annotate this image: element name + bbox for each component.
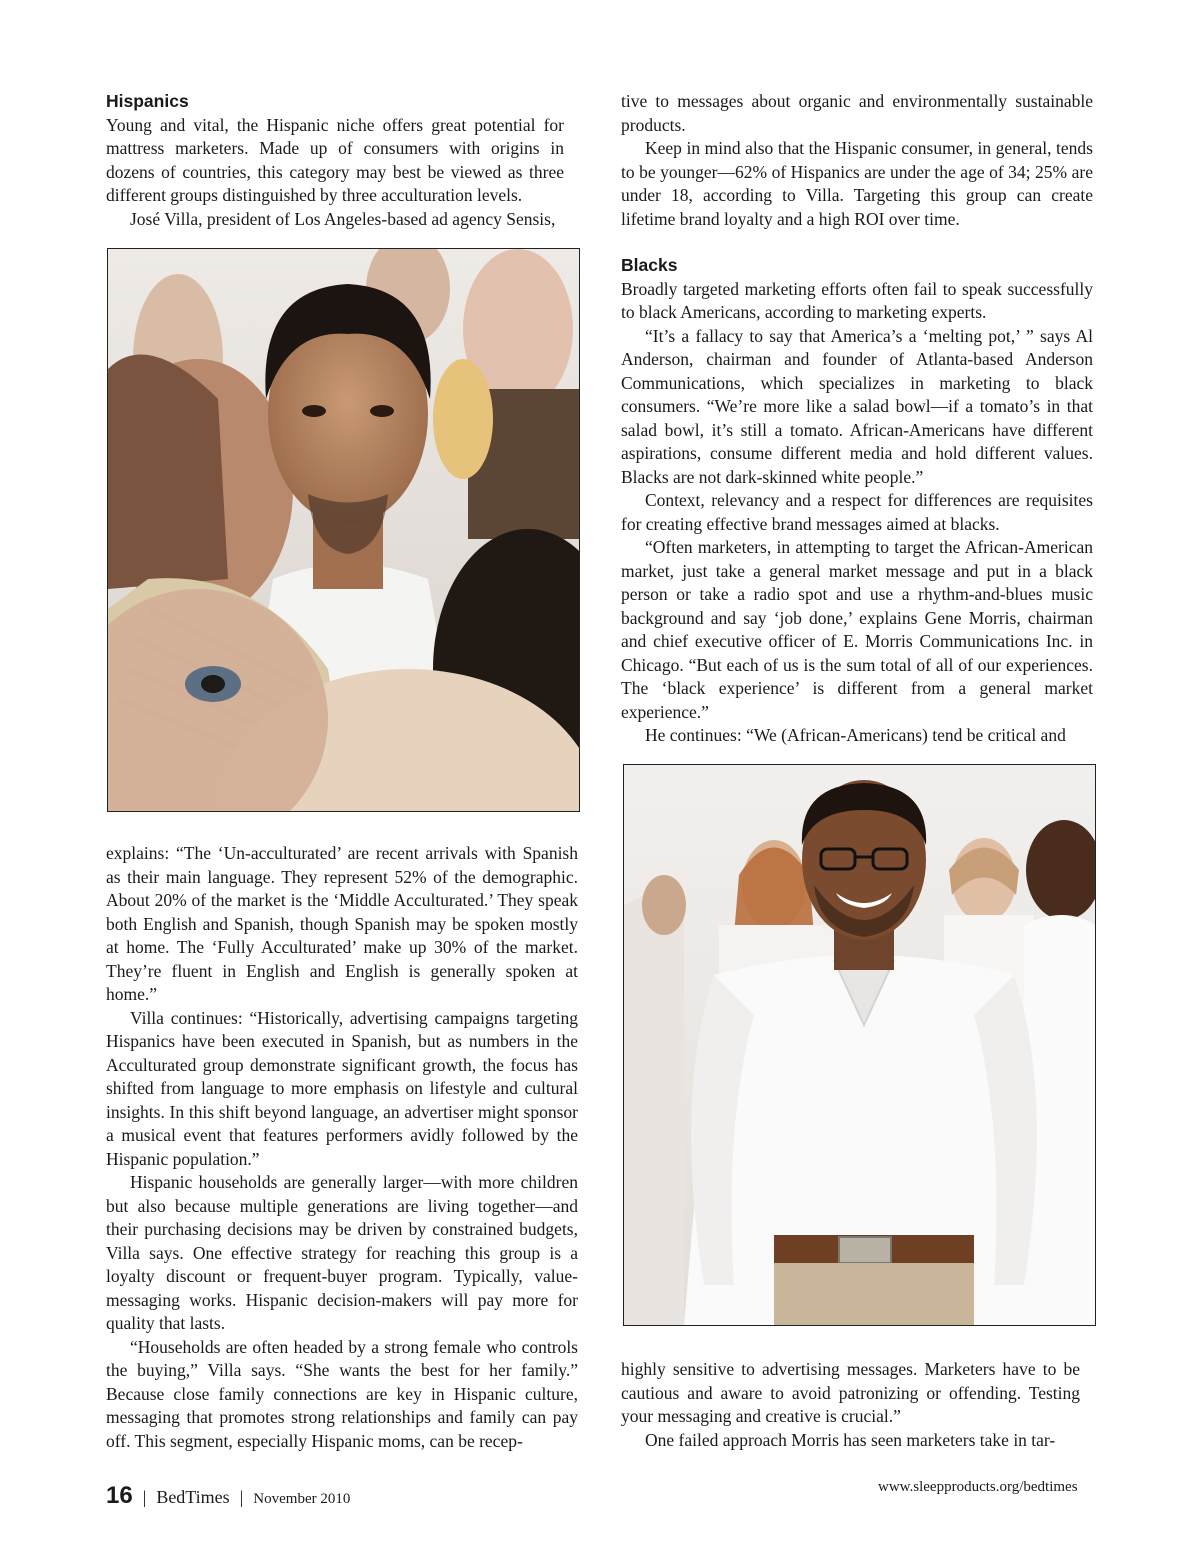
paragraph: “Often marketers, in attempting to target the African-American market, just take a general market message and put in a black person or take a radio spot and use a rhythm-and-blues music background and say ‘job done,’ explains Gene Morris, chairman and chief executive officer of E. Morris Communications Inc. in Chicago. “But each of us is the sum total of all of our experiences. The ‘black experience’ is different from a general market experience.” [621, 537, 1093, 722]
paragraph: Villa continues: “Historically, advertising campaigns targeting Hispanics have been executed in Spanish, but as numbers in the Acculturated group demonstrate significant growth, the focus has shifted from language to more emphasis on lifestyle and cultural insights. In this shift beyond language, an advertiser might sponsor a musical event that features performers avidly followed by the Hispanic population.” [106, 1007, 578, 1169]
right-column-top [621, 90, 1093, 748]
paragraph: highly sensitive to advertising messages. Marketers have to be cautious and aware to avoid patronizing or offending. Testing your messaging and creative is crucial.” [621, 1359, 1080, 1426]
page-footer [106, 1482, 350, 1510]
magazine-name: BedTimes [156, 1487, 230, 1507]
section-heading-hispanics: Hispanics [106, 91, 189, 111]
website-url: www.sleepproducts.org/bedtimes [878, 1479, 1078, 1495]
paragraph: explains: “The ‘Un-acculturated’ are recent arrivals with Spanish as their main language. They represent 52% of the demographic. About 20% of the market is the ‘Middle Acculturated.’ They speak both English and Spanish, though Spanish may be spoken mostly at home. The ‘Fully Acculturated’ make up 30% of the market. They’re fluent in English and English is generally spoken at home.” [106, 843, 578, 1004]
paragraph: José Villa, president of Los Angeles-based ad agency Sensis, [130, 208, 556, 229]
paragraph: tive to messages about organic and environmentally sustainable products. [621, 91, 1093, 135]
paragraph: Young and vital, the Hispanic niche offers great potential for mattress marketers. Made up of consumers with origins in dozens of countries, this category may best be viewed as three different groups distinguished by three acculturation levels. [106, 114, 564, 205]
paragraph: He continues: “We (African-Americans) tend be critical and [645, 725, 1066, 745]
left-column-bottom [106, 842, 578, 1453]
page-number: 16 [106, 1482, 133, 1509]
section-heading-blacks: Blacks [621, 255, 678, 275]
paragraph: Hispanic households are generally larger—with more children but also because multiple generations are living together—and their purchasing decisions may be driven by constrained budgets, Villa says. One effective strategy for reaching this group is a loyalty discount or frequent-buyer program. Typically, value-messaging works. Hispanic decision-makers will pay more for quality that lasts. [106, 1172, 578, 1333]
left-column-top [106, 90, 564, 231]
paragraph: Broadly targeted marketing efforts often fail to speak successfully to black Americans, according to marketing experts. [621, 278, 1093, 322]
right-column-bottom [621, 1358, 1080, 1452]
paragraph: One failed approach Morris has seen marketers take in tar- [645, 1429, 1056, 1450]
photo-african-american-man-in-crowd [623, 764, 1096, 1326]
paragraph: “Households are often headed by a strong female who controls the buying,” Villa says. “She wants the best for her family.” Because close family connections are key in Hispanic culture, messaging that promotes strong relationships and family can pay off. This segment, especially Hispanic moms, can be recep- [106, 1336, 578, 1451]
paragraph: Context, relevancy and a respect for differences are requisites for creating effective brand messages aimed at blacks. [621, 490, 1093, 534]
issue-date: November 2010 [253, 1491, 351, 1507]
footer-separator: | [239, 1487, 244, 1507]
photo-hispanic-man-in-crowd [107, 248, 580, 812]
paragraph: Keep in mind also that the Hispanic consumer, in general, tends to be younger—62% of Hispanics are under the age of 34; 25% are under 18, according to Villa. Targeting this group can create lifetime brand loyalty and a high ROI over time. [621, 138, 1093, 229]
footer-separator: | [142, 1487, 147, 1507]
paragraph: “It’s a fallacy to say that America’s a ‘melting pot,’ ” says Al Anderson, chairman and founder of Atlanta-based Anderson Communications, which specializes in marketing to black consumers. “We’re more like a salad bowl—if a tomato’s in that salad bowl, it’s still a tomato. African-Americans have different aspirations, consume different media and hold different values. Blacks are not dark-skinned white people.” [621, 325, 1093, 487]
